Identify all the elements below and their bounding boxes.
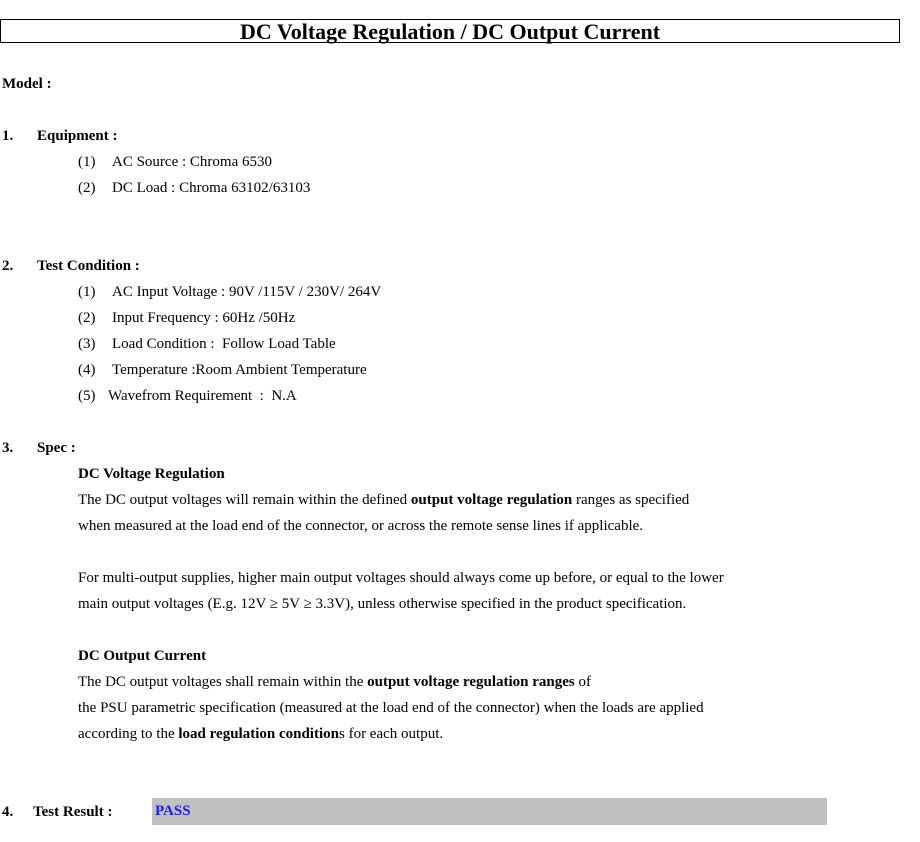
text-span: of xyxy=(574,674,592,690)
list-item-number: (1) xyxy=(78,154,96,170)
text-span: The DC output voltages shall remain within the xyxy=(78,674,368,690)
list-item-number: (1) xyxy=(78,284,96,300)
test-result-value: PASS xyxy=(155,803,191,819)
text-span: according to the xyxy=(78,726,179,742)
section-heading-equipment: Equipment : xyxy=(37,128,118,144)
model-label: Model : xyxy=(2,76,52,92)
test-result-bar xyxy=(152,798,827,825)
list-item: Input Frequency : 60Hz /50Hz xyxy=(112,310,296,326)
paragraph-line: the PSU parametric specification (measured at the load end of the connector) when the loads are applied xyxy=(78,700,704,716)
section-number-test-result: 4. xyxy=(2,804,14,820)
section-heading-test-condition: Test Condition : xyxy=(37,258,140,274)
section-number-spec: 3. xyxy=(2,440,14,456)
paragraph-line: main output voltages (E.g. 12V ≥ 5V ≥ 3.3V), unless otherwise specified in the product specification. xyxy=(78,596,687,612)
list-item-number: (3) xyxy=(78,336,96,352)
paragraph-line: when measured at the load end of the connector, or across the remote sense lines if applicable. xyxy=(78,518,644,534)
section-number-equipment: 1. xyxy=(2,128,14,144)
paragraph-line xyxy=(78,724,443,744)
text-span: The DC output voltages will remain within the defined xyxy=(78,492,411,508)
bold-term: output voltage regulation xyxy=(410,492,573,508)
section-number-test-condition: 2. xyxy=(2,258,14,274)
subheading-dc-voltage-regulation: DC Voltage Regulation xyxy=(78,466,225,482)
subheading-dc-output-current: DC Output Current xyxy=(78,648,207,664)
list-item: Temperature :Room Ambient Temperature xyxy=(112,362,367,378)
list-item: Wavefrom Requirement : N.A xyxy=(108,388,297,404)
list-item: AC Input Voltage : 90V /115V / 230V/ 264V xyxy=(112,284,382,300)
list-item-number: (2) xyxy=(78,310,96,326)
bold-term: load regulation condition xyxy=(178,726,339,742)
list-item-number: (2) xyxy=(78,180,96,196)
paragraph-line: For multi-output supplies, higher main output voltages should always come up before, or equal to the lower xyxy=(78,570,724,586)
list-item-number: (4) xyxy=(78,362,96,378)
page-title: DC Voltage Regulation / DC Output Current xyxy=(0,19,900,43)
bold-term: output voltage regulation ranges xyxy=(367,674,575,690)
list-item: DC Load : Chroma 63102/63103 xyxy=(112,180,311,196)
section-heading-spec: Spec : xyxy=(37,440,76,456)
text-span: ranges as specified xyxy=(572,492,690,508)
list-item: Load Condition : Follow Load Table xyxy=(112,336,336,352)
list-item-number: (5) xyxy=(78,388,96,404)
paragraph-line xyxy=(78,672,591,692)
paragraph-line xyxy=(78,490,689,510)
section-heading-test-result: Test Result : xyxy=(33,804,113,820)
text-span: s for each output. xyxy=(338,726,444,742)
list-item: AC Source : Chroma 6530 xyxy=(112,154,272,170)
